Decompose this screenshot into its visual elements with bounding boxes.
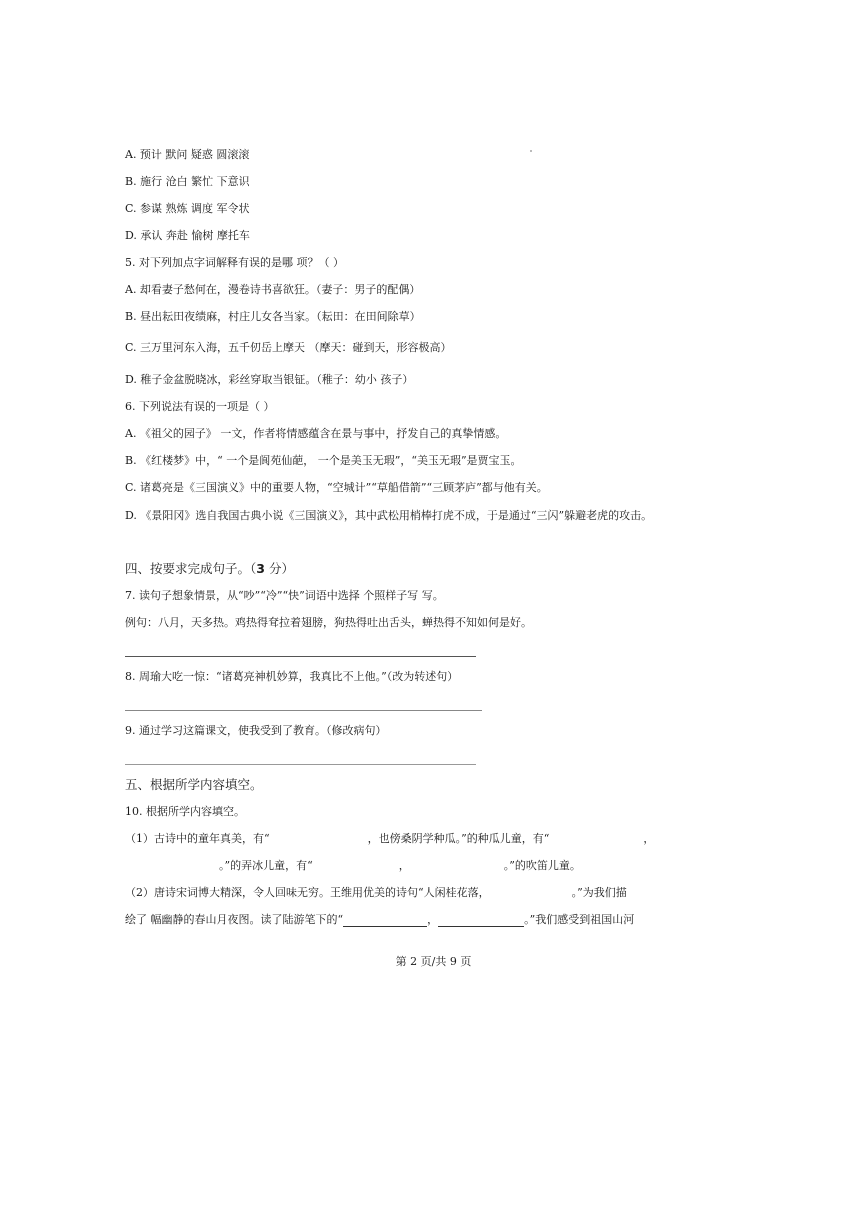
section5-title: 五、根据所学内容填空。	[125, 777, 263, 792]
scan-speck	[530, 150, 532, 152]
q10-part1-line2	[125, 859, 581, 873]
q10-stem: 10. 根据所学内容填空。	[125, 805, 245, 818]
q4-option-a: A. 预计 默问 疑惑 圆滚滚	[125, 148, 250, 161]
q10-p1-text-b: ，也傍桑阴学种瓜。”的种瓜儿童，有“	[367, 832, 550, 845]
q6-option-c: C. 诸葛亮是《三国演义》中的重要人物，“空城计”“草船借箭”“三顾茅庐”都与他有关。	[125, 481, 548, 494]
q6-option-b: B. 《红楼梦》中，“ 一个是阆苑仙葩， 一个是美玉无瑕”，“美玉无瑕”是贾宝玉。	[125, 454, 522, 467]
q5-option-c: C. 三万里河东入海，五千仞岳上摩天 （摩天：碰到天，形容极高）	[125, 341, 452, 354]
q5-option-a: A. 却看妻子愁何在，漫卷诗书喜欲狂。（妻子：男子的配偶）	[125, 283, 421, 296]
q10-p1-text-d: 。”的弄冰儿童，有“	[219, 859, 313, 872]
section4-score: 3	[256, 561, 265, 576]
q8-answer-line	[125, 710, 482, 711]
q10-p2-text-e: 。”我们感受到祖国山河	[524, 913, 635, 926]
q10-p2-text-c: 绘了 幅幽静的春山月夜图。读了陆游笔下的“	[125, 913, 344, 926]
q10-part1-line1	[125, 832, 654, 846]
q10-part2-line2	[125, 913, 634, 927]
q10-p2-text-a: （2）唐诗宋词博大精深，令人回味无穷。王维用优美的诗句“人闲桂花落，	[125, 886, 490, 899]
q6-option-a: A. 《祖父的园子》 一文，作者将情感蕴含在景与事中，抒发自己的真挚情感。	[125, 427, 507, 440]
section4-title-prefix: 四、按要求完成句子。（	[125, 561, 257, 576]
q7-answer-line	[125, 656, 476, 657]
q10-p1-text-e: ，	[398, 859, 410, 872]
section4-title-suffix: 分）	[264, 561, 294, 576]
q7-stem: 7. 读句子想象情景，从“吵”“冷”“快”词语中选择 个照样子写 写。	[125, 589, 444, 602]
q6-option-d: D. 《景阳冈》选自我国古典小说《三国演义》，其中武松用梢棒打虎不成，于是通过“三闪”躲避老虎的攻击。	[125, 509, 653, 522]
section4-title	[125, 562, 294, 576]
q5-option-d: D. 稚子金盆脱晓冰，彩丝穿取当银钲。（稚子：幼小 孩子）	[125, 373, 414, 386]
q10-p1-text-a: （1）古诗中的童年真美，有“	[125, 832, 270, 845]
page-footer: 第 2 页/共 9 页	[395, 955, 472, 968]
q7-example: 例句：八月，天多热。鸡热得耷拉着翅膀，狗热得吐出舌头，蝉热得不知如何是好。	[125, 616, 532, 629]
q5-option-b: B. 昼出耘田夜绩麻，村庄儿女各当家。（耘田：在田间除草）	[125, 310, 421, 323]
q10-p2-text-d: ，	[427, 913, 439, 926]
q10-part2-line1	[125, 886, 627, 900]
q10-p1-text-f: 。”的吹笛儿童。	[503, 859, 581, 872]
q4-option-c: C. 参谋 熟炼 调度 军令状	[125, 202, 250, 215]
blank-underline[interactable]	[343, 914, 427, 927]
q5-stem: 5. 对下列加点字词解释有误的是哪 项？（ ）	[125, 256, 344, 269]
q8-stem: 8. 周瑜大吃一惊：“诸葛亮神机妙算，我真比不上他。”（改为转述句）	[125, 670, 459, 683]
q9-answer-line	[125, 764, 476, 765]
q9-stem: 9. 通过学习这篇课文，使我受到了教育。（修改病句）	[125, 724, 387, 737]
q4-option-b: B. 施行 沧白 繁忙 下意识	[125, 175, 250, 188]
q10-p2-text-b: 。”为我们描	[571, 886, 627, 899]
blank-underline[interactable]	[438, 914, 524, 927]
q4-option-d: D. 承认 奔赴 愉树 摩托车	[125, 229, 250, 242]
q6-stem: 6. 下列说法有误的一项是（ ）	[125, 400, 275, 413]
q10-p1-text-c: ，	[643, 832, 655, 845]
